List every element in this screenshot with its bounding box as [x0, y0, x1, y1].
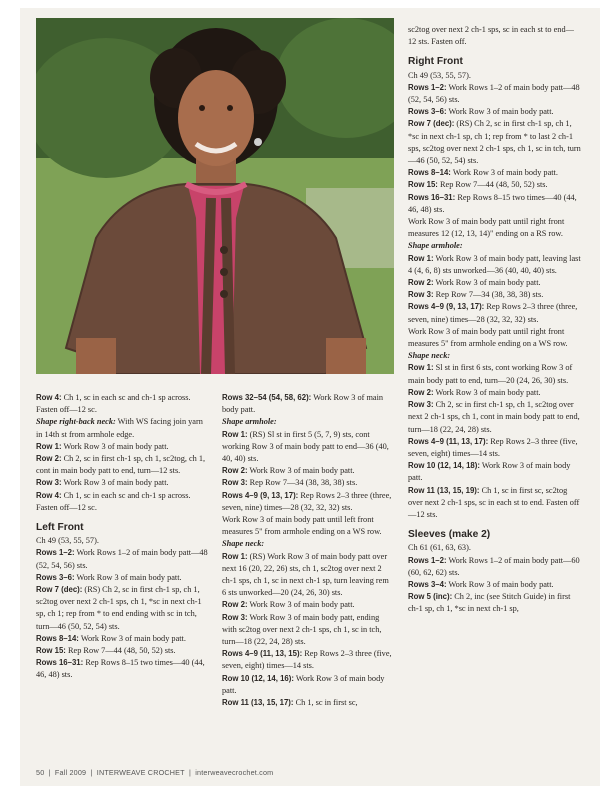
instruction-paragraph	[222, 551, 394, 600]
instruction-text: Work Rows 1–2 of main body patt—48 (52, 54, 56) sts.	[36, 548, 208, 570]
instruction-text: Rep Rows 2–3 three (five, seven, eight) times—14 sts.	[222, 649, 392, 671]
row-label: Row 7 (dec):	[408, 119, 455, 129]
row-label: Row 5 (inc):	[408, 592, 453, 602]
page-number: 50	[36, 768, 45, 777]
instruction-paragraph	[222, 612, 394, 649]
shaping-label: Shape neck:	[222, 539, 265, 549]
instruction-paragraph	[222, 514, 394, 551]
row-label: Row 1:	[36, 441, 62, 451]
instruction-text: Work Row 3 of main body patt.	[74, 572, 182, 582]
row-label: Rows 8–14:	[36, 633, 79, 643]
instruction-paragraph	[408, 82, 582, 106]
instruction-text: Work Rows 1–2 of main body patt—48 (52, 54, 56) sts.	[408, 82, 580, 105]
instruction-text: Ch 1, sc in each sc and ch-1 sp across. Fasten off—12 sc.	[36, 490, 191, 512]
instruction-paragraph	[222, 465, 394, 477]
instruction-text: Work Row 3 of main body patt.	[78, 633, 186, 643]
instruction-text: Work Row 3 of main body patt.	[408, 461, 571, 483]
instruction-text: Work Row 3 of main body patt until left front measures 5" from armhole ending on a WS row.	[222, 515, 382, 537]
instruction-text: Work Row 3 of main body patt.	[446, 107, 554, 117]
row-label: Rows 1–2:	[408, 82, 447, 92]
row-label: Row 1:	[408, 363, 434, 373]
instruction-paragraph	[36, 547, 208, 571]
row-label: Row 10 (12, 14, 18):	[408, 461, 480, 471]
instruction-text: Rep Row 7—44 (48, 50, 52) sts.	[65, 646, 176, 656]
instruction-paragraph	[222, 477, 394, 489]
section-heading: Sleeves (make 2)	[408, 529, 491, 541]
instruction-text: Work Row 3 of main body patt.	[433, 278, 541, 288]
text-column-middle	[222, 392, 394, 709]
instruction-text: Work Row 3 of main body patt.	[222, 393, 384, 415]
instruction-paragraph	[36, 633, 208, 645]
footer-separator: |	[188, 768, 192, 777]
footer-separator: |	[90, 768, 93, 777]
instruction-text: Work Row 3 of main body patt, leaving last 4 (4, 6, 8) sts unworked—36 (40, 40, 40) sts.	[408, 253, 581, 275]
shaping-label: Shape armhole:	[222, 417, 277, 427]
shaping-label: Shape armhole:	[408, 241, 463, 251]
instruction-paragraph	[36, 477, 208, 489]
instruction-paragraph	[408, 70, 582, 82]
instruction-paragraph	[36, 584, 208, 633]
instruction-text: Work Row 3 of main body patt.	[61, 478, 169, 488]
instruction-paragraph	[408, 216, 582, 253]
row-label: Rows 3–4:	[408, 579, 447, 589]
instruction-text: sc2tog over next 2 ch-1 sps, sc in each st to end—12 sts. Fasten off.	[408, 25, 574, 47]
instruction-text: Ch 1, sc in first sc,	[293, 698, 358, 708]
instruction-paragraph	[36, 392, 208, 416]
page-footer	[36, 768, 275, 777]
row-label: Row 2:	[408, 278, 434, 288]
instruction-text: Work Rows 1–2 of main body patt—60 (60, 62, 62) sts.	[408, 555, 580, 577]
instruction-paragraph	[222, 599, 394, 611]
instruction-text: Ch 49 (53, 55, 57).	[408, 70, 471, 80]
row-label: Row 3:	[408, 290, 434, 300]
instruction-text: Work Row 3 of main body patt until right front measures 5" from armhole ending on a WS row.	[408, 326, 568, 349]
text-column-right	[408, 24, 582, 616]
instruction-paragraph	[222, 392, 394, 416]
instruction-paragraph	[408, 192, 582, 216]
instruction-paragraph	[36, 490, 208, 514]
instruction-text: (RS) Ch 2, sc in first ch-1 sp, ch 1, sc2tog over next 2 ch-1 sps, ch 1, *sc in next ch-1 sp, ch 1; rep from * to end ending with sc in tch, turn—46 (50, 52, 54) sts.	[36, 585, 202, 631]
row-label: Row 2:	[222, 600, 248, 610]
instruction-paragraph	[408, 118, 582, 167]
row-label: Row 3:	[222, 612, 248, 622]
instruction-paragraph	[36, 416, 208, 440]
instruction-paragraph	[222, 648, 394, 672]
instruction-text: (RS) Ch 2, sc in first ch-1 sp, ch 1, *sc in next ch-1 sp, ch 1; rep from * to last 2 ch-1 sps, sc2tog over next 2 ch-1 sps, ch 1, sc in tch, turn—46 (50, 52, 54) sts.	[408, 119, 581, 166]
instruction-paragraph	[408, 460, 582, 484]
instruction-text: Ch 2, sc in first ch-1 sp, ch 1, sc2tog over next 2 ch-1 sps, ch 1, cont in main body patt to end, turn—18 (22, 24, 28) sts.	[408, 400, 580, 434]
instruction-text: Rep Rows 2–3 three (three, seven, nine) times—28 (32, 32, 32) sts.	[222, 490, 392, 512]
instruction-paragraph	[408, 106, 582, 118]
instruction-paragraph	[408, 579, 582, 591]
section-heading: Right Front	[408, 56, 463, 68]
row-label: Row 15:	[408, 180, 438, 190]
instruction-text: (RS) Work Row 3 of main body patt over next 16 (20, 22, 26) sts, ch 1, sc2tog over next 2 ch-1 sps, ch 1, sc in next ch-1 sp, turn leaving rem 6 sts unworked—20 (24, 26, 30) sts.	[222, 551, 389, 598]
instruction-text: Work Row 3 of main body patt until right front measures 12 (12, 13, 14)" ending on a RS row.	[408, 217, 565, 239]
footer-separator: |	[48, 768, 51, 777]
row-label: Rows 3–6:	[36, 572, 75, 582]
row-label: Rows 32–54 (54, 58, 62):	[222, 393, 312, 402]
row-label: Rows 16–31:	[408, 192, 456, 202]
instruction-text: Ch 2, inc (see Stitch Guide) in first ch-1 sp, ch 1, *sc in next ch-1 sp,	[408, 592, 571, 614]
instruction-paragraph	[408, 253, 582, 277]
row-label: Row 3:	[222, 478, 248, 488]
instruction-paragraph	[408, 277, 582, 289]
instruction-paragraph	[36, 453, 208, 477]
shaping-label: Shape right-back neck:	[36, 417, 116, 427]
instruction-paragraph	[36, 572, 208, 584]
row-label: Row 1:	[222, 429, 248, 439]
instruction-text: Rep Rows 2–3 three (three, seven, nine) times—28 (32, 32, 32) sts.	[408, 302, 578, 324]
instruction-paragraph	[408, 301, 582, 325]
instruction-paragraph	[222, 429, 394, 466]
instruction-paragraph	[408, 485, 582, 522]
row-label: Row 4:	[36, 490, 62, 500]
instruction-text: Work Row 3 of main body patt.	[247, 600, 355, 610]
row-label: Row 1:	[408, 253, 434, 263]
instruction-text: Work Row 3 of main body patt.	[446, 579, 554, 589]
row-label: Row 7 (dec):	[36, 585, 83, 595]
row-label: Row 3:	[36, 478, 62, 488]
instruction-paragraph	[408, 542, 582, 554]
instruction-text: Work Row 3 of main body patt.	[433, 387, 541, 397]
instruction-paragraph	[36, 441, 208, 453]
instruction-paragraph	[408, 362, 582, 386]
row-label: Rows 16–31:	[36, 658, 84, 668]
instruction-paragraph	[408, 591, 582, 615]
magazine-name: INTERWEAVE CROCHET	[96, 768, 185, 777]
row-label: Row 2:	[222, 466, 248, 476]
instruction-paragraph	[408, 387, 582, 399]
instruction-paragraph	[222, 697, 394, 709]
instruction-text: Sl st in first 6 sts, cont working Row 3 of main body patt to end, turn—20 (24, 26, 30) sts.	[408, 363, 573, 385]
website-url: interweavecrochet.com	[195, 768, 274, 777]
row-label: Rows 1–2:	[408, 555, 447, 565]
row-label: Rows 4–9 (9, 13, 17):	[222, 490, 299, 500]
row-label: Rows 3–6:	[408, 107, 447, 117]
instruction-paragraph	[36, 645, 208, 657]
row-label: Row 10 (12, 14, 16):	[222, 673, 294, 683]
row-label: Row 2:	[408, 387, 434, 397]
instruction-paragraph	[408, 167, 582, 179]
row-label: Row 4:	[36, 393, 62, 402]
instruction-paragraph	[408, 399, 582, 436]
instruction-text: Rep Rows 8–15 two times—40 (44, 46, 48) sts.	[408, 192, 577, 214]
row-label: Rows 4–9 (11, 13, 17):	[408, 436, 489, 446]
instruction-text: Work Row 3 of main body patt.	[222, 673, 385, 695]
section-heading: Left Front	[36, 522, 84, 534]
text-column-left	[36, 392, 208, 682]
instruction-text: Ch 1, sc in first sc, sc2tog over next 2 ch-1 sps, sc in each st to end. Fasten off—12 sts.	[408, 485, 580, 519]
issue-label: Fall 2009	[54, 768, 87, 777]
row-label: Rows 4–9 (9, 13, 17):	[408, 302, 485, 312]
instruction-text: Ch 61 (61, 63, 63).	[408, 543, 471, 553]
instruction-text: Ch 49 (53, 55, 57).	[36, 536, 99, 546]
model-illustration	[36, 18, 394, 374]
instruction-paragraph	[408, 289, 582, 301]
row-label: Row 11 (13, 15, 19):	[408, 485, 480, 495]
shaping-label: Shape neck:	[408, 351, 451, 361]
instruction-text: Ch 1, sc in each sc and ch-1 sp across. Fasten off—12 sc.	[36, 393, 191, 415]
instruction-text: Rep Row 7—44 (48, 50, 52) sts.	[437, 180, 548, 190]
instruction-paragraph	[408, 24, 582, 48]
row-label: Rows 1–2:	[36, 548, 75, 558]
row-label: Row 11 (13, 15, 17):	[222, 698, 294, 708]
instruction-paragraph	[222, 490, 394, 514]
instruction-text: Ch 2, sc in first ch-1 sp, ch 1, sc2tog, ch 1, cont in main body patt to end, turn—12 sts.	[36, 454, 206, 476]
instruction-text: Work Row 3 of main body patt.	[61, 441, 169, 451]
row-label: Rows 8–14:	[408, 168, 451, 178]
instruction-text: (RS) Sl st in first 5 (5, 7, 9) sts, cont working Row 3 of main body patt to end—36 (40, 40, 40) sts.	[222, 429, 389, 464]
row-label: Row 2:	[36, 454, 62, 464]
instruction-text: With WS facing join yarn in 14th st from armhole edge.	[36, 417, 203, 439]
instruction-paragraph	[222, 673, 394, 697]
instruction-text: Rep Row 7—34 (38, 38, 38) sts.	[247, 478, 358, 488]
row-label: Row 3:	[408, 400, 434, 410]
instruction-text: Rep Rows 8–15 two times—40 (44, 46, 48) sts.	[36, 658, 205, 680]
instruction-text: Work Row 3 of main body patt, ending with sc2tog over next 2 ch-1 sps, ch 1, sc in tch, turn—18 (22, 24, 28) sts.	[222, 612, 382, 647]
row-label: Row 1:	[222, 551, 248, 561]
instruction-paragraph	[408, 436, 582, 460]
instruction-paragraph	[408, 179, 582, 191]
instruction-paragraph	[408, 555, 582, 579]
instruction-paragraph	[222, 416, 394, 428]
model-photo	[36, 18, 394, 374]
instruction-text: Rep Rows 2–3 three (five, seven, eight) times—14 sts.	[408, 436, 578, 458]
instruction-paragraph	[408, 326, 582, 363]
row-label: Row 15:	[36, 646, 66, 656]
instruction-paragraph	[36, 657, 208, 681]
instruction-text: Work Row 3 of main body patt.	[450, 168, 558, 178]
instruction-paragraph	[36, 535, 208, 547]
instruction-text: Work Row 3 of main body patt.	[247, 466, 355, 476]
row-label: Rows 4–9 (11, 13, 15):	[222, 649, 303, 659]
instruction-text: Rep Row 7—34 (38, 38, 38) sts.	[433, 290, 544, 300]
